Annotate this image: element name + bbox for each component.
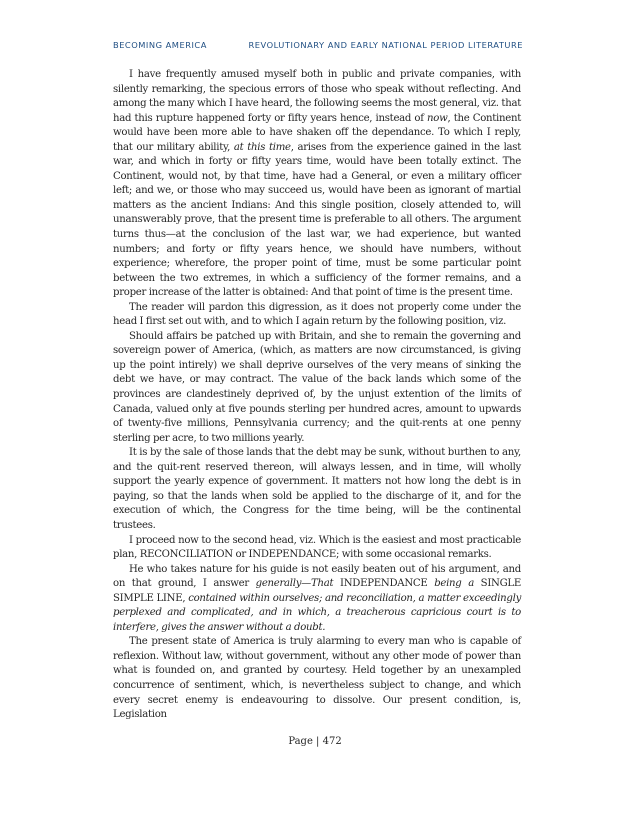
running-header — [113, 40, 523, 50]
paragraph — [113, 563, 521, 636]
italic-text: at this time — [233, 141, 291, 153]
page-number: Page | 472 — [288, 736, 342, 747]
paragraph — [113, 68, 521, 301]
paragraph — [113, 446, 521, 533]
text-run: He who takes nature for his guide is not easily beaten out of his argument, and on that ground, I answer — [113, 563, 521, 590]
text-run: , arises from the experience gained in the last war, and which in forty or fifty years time, would have been totally extinct. The Continent, would not, by that time, have had a General, or even a military officer left; and we, or those who may succeed us, would have been as ignorant of martial matters as the ancient Indians: And this single position, closely attended to, will unanswerably prove, that the present time is preferable to all others. The argument turns thus—at the conclusion of the last war, we had experience, but wanted numbers; and forty or fifty years hence, we should have numbers, without experience; wherefore, the proper point of time, must be some particular point between the two extremes, in which a sufficiency of the former remains, and a proper increase of the latter is obtained: And that point of time is the present time. — [113, 141, 521, 299]
body-text — [113, 68, 521, 723]
text-run: The present state of America is truly alarming to every man who is capable of reflexion. Without law, without government, without any other mode of power than what is founded on, and granted by courtesy. Held together by an unexampled concurrence of sentiment, which, is nevertheless subject to change, and which every secret enemy is endeavouring to dissolve. Our present condition, is, Legislation — [113, 636, 521, 721]
header-book-title: BECOMING AMERICA — [113, 40, 207, 50]
paragraph — [113, 534, 521, 563]
header-section-title: REVOLUTIONARY AND EARLY NATIONAL PERIOD LITERATURE — [248, 40, 523, 50]
text-run: It is by the sale of those lands that the debt may be sunk, without burthen to any, and the quit-rent reserved thereon, will always lessen, and in time, will wholly support the yearly expence of government. It matters not how long the debt is in paying, so that the lands when sold be applied to the discharge of it, and for the execution of which, the Congress for the time being, will be the continental trustees. — [113, 447, 521, 531]
text-run: Should affairs be patched up with Britain, and she to remain the governing and sovereign power of America, (which, as matters are now circumstanced, is giving up the point intirely) we shall deprive ourselves of the very means of sinking the debt we have, or may contract. The value of the back lands which some of the provinces are clandestinely deprived of, by the unjust extention of the limits of Canada, valued only at five pounds sterling per hundred acres, amount to upwards of twenty-five millions, Pennsylvania currency; and the quit-rents at one penny sterling per acre, to two millions yearly. — [113, 330, 521, 444]
italic-text: generally—That — [255, 578, 334, 590]
paragraph — [113, 330, 521, 446]
text-run: , the Continent would have been more able to have shaken off the dependance. To which I reply, that our military ability, — [113, 112, 521, 153]
text-run: I have frequently amused myself both in public and private companies, with silently remarking, the specious errors of those who speak without reflecting. And among the many which I have heard, the following seems the most general, viz. that had this rupture happened forty or fifty years hence, instead of — [113, 69, 521, 124]
text-run: I proceed now to the second head, viz. Which is the easiest and most practicable plan, RECONCILIATION or INDEPENDANCE; with some occasional remarks. — [113, 534, 521, 561]
text-run: The reader will pardon this digression, as it does not properly come under the head I first set out with, and to which I again return by the following position, viz. — [113, 301, 521, 328]
italic-text: being a — [434, 578, 474, 590]
italic-text: contained within ourselves; and reconciliation, a matter exceedingly perplexed and complicated, and in which, a treacherous capricious court is to interfere, gives the answer without a doubt. — [113, 592, 522, 633]
paragraph — [113, 301, 521, 330]
text-run: INDEPENDANCE — [333, 578, 435, 590]
text-run: SINGLE SIMPLE LINE, — [113, 578, 521, 604]
paragraph — [113, 635, 521, 722]
italic-text: now — [427, 112, 448, 124]
